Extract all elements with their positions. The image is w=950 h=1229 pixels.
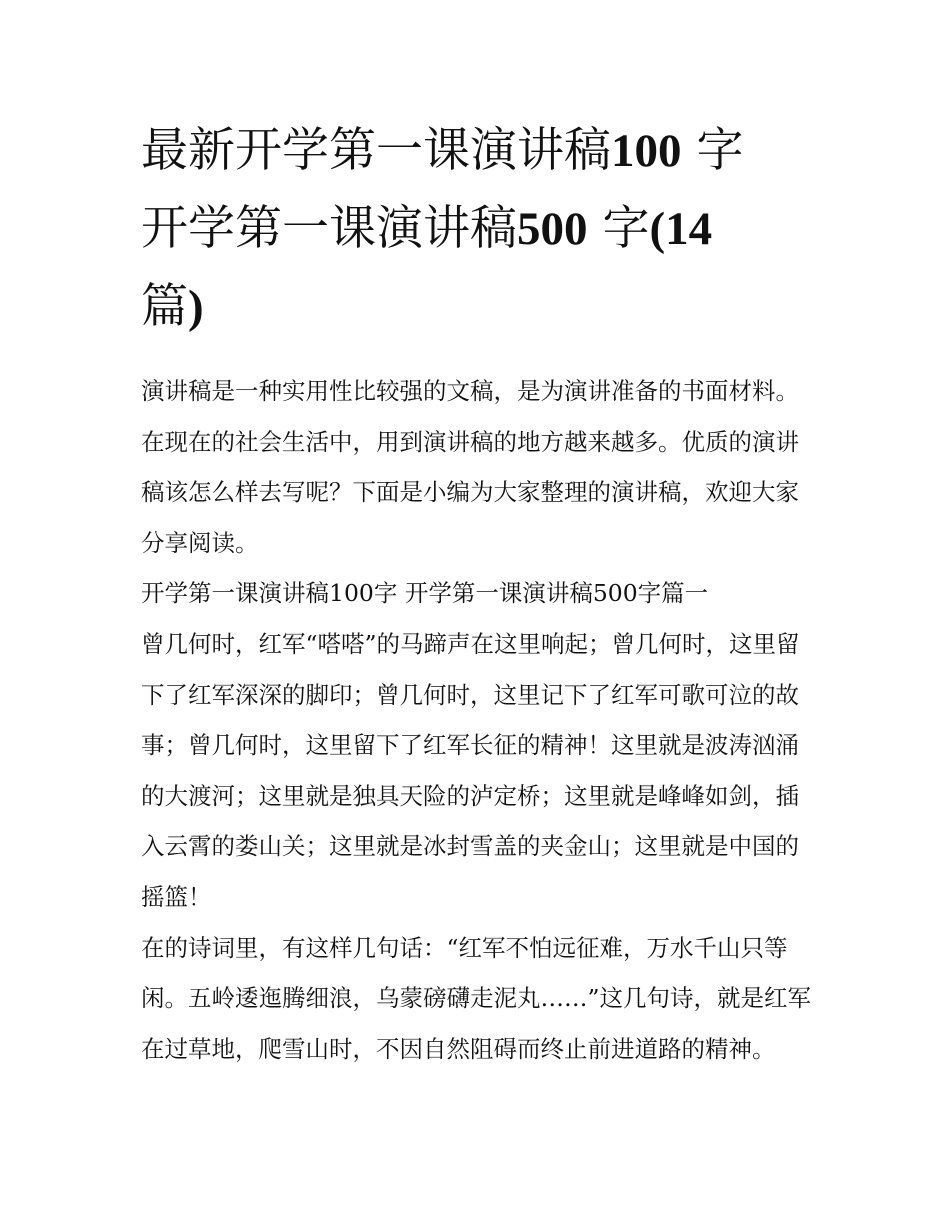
intro-paragraph: 演讲稿是一种实用性比较强的文稿，是为演讲准备的书面材料。在现在的社会生活中，用到演讲稿的地方越来越多。优质的演讲稿该怎么样去写呢？下面是小编为大家整理的演讲稿，欢迎大家分享阅读。	[141, 377, 799, 557]
body-paragraph: 曾几何时，红军“嗒嗒”的马蹄声在这里响起；曾几何时，这里留下了红军深深的脚印；曾几何时，这里记下了红军可歌可泣的故事；曾几何时，这里留下了红军长征的精神！这里就是波涛汹涌的大渡河；这里就是独具天险的泸定桥；这里就是峰峰如剑，插入云霄的娄山关；这里就是冰封雪盖的夹金山；这里就是中国的摇篮！	[141, 629, 800, 911]
title-number: (14	[649, 203, 713, 255]
document-page	[141, 112, 813, 1074]
title-part: 篇	[141, 279, 188, 334]
document-title	[141, 112, 813, 346]
title-part: 最新开学第一课演讲稿	[141, 123, 611, 178]
title-part: 字	[602, 201, 650, 256]
section-heading: 开学第一课演讲稿100字 开学第一课演讲稿500字篇一	[141, 579, 709, 608]
title-number: )	[188, 281, 204, 333]
title-part: 开学第一课演讲稿	[141, 201, 517, 256]
title-number: 500	[517, 203, 588, 255]
title-part: 字	[696, 123, 744, 178]
title-number: 100	[611, 125, 682, 177]
body-paragraph: 在的诗词里，有这样几句话：“红军不怕远征难，万水千山只等闲。五岭逶迤腾细浪，乌蒙磅礴走泥丸……”这几句诗，就是红军在过草地，爬雪山时，不因自然阻碍而终止前进道路的精神。	[141, 933, 812, 1063]
